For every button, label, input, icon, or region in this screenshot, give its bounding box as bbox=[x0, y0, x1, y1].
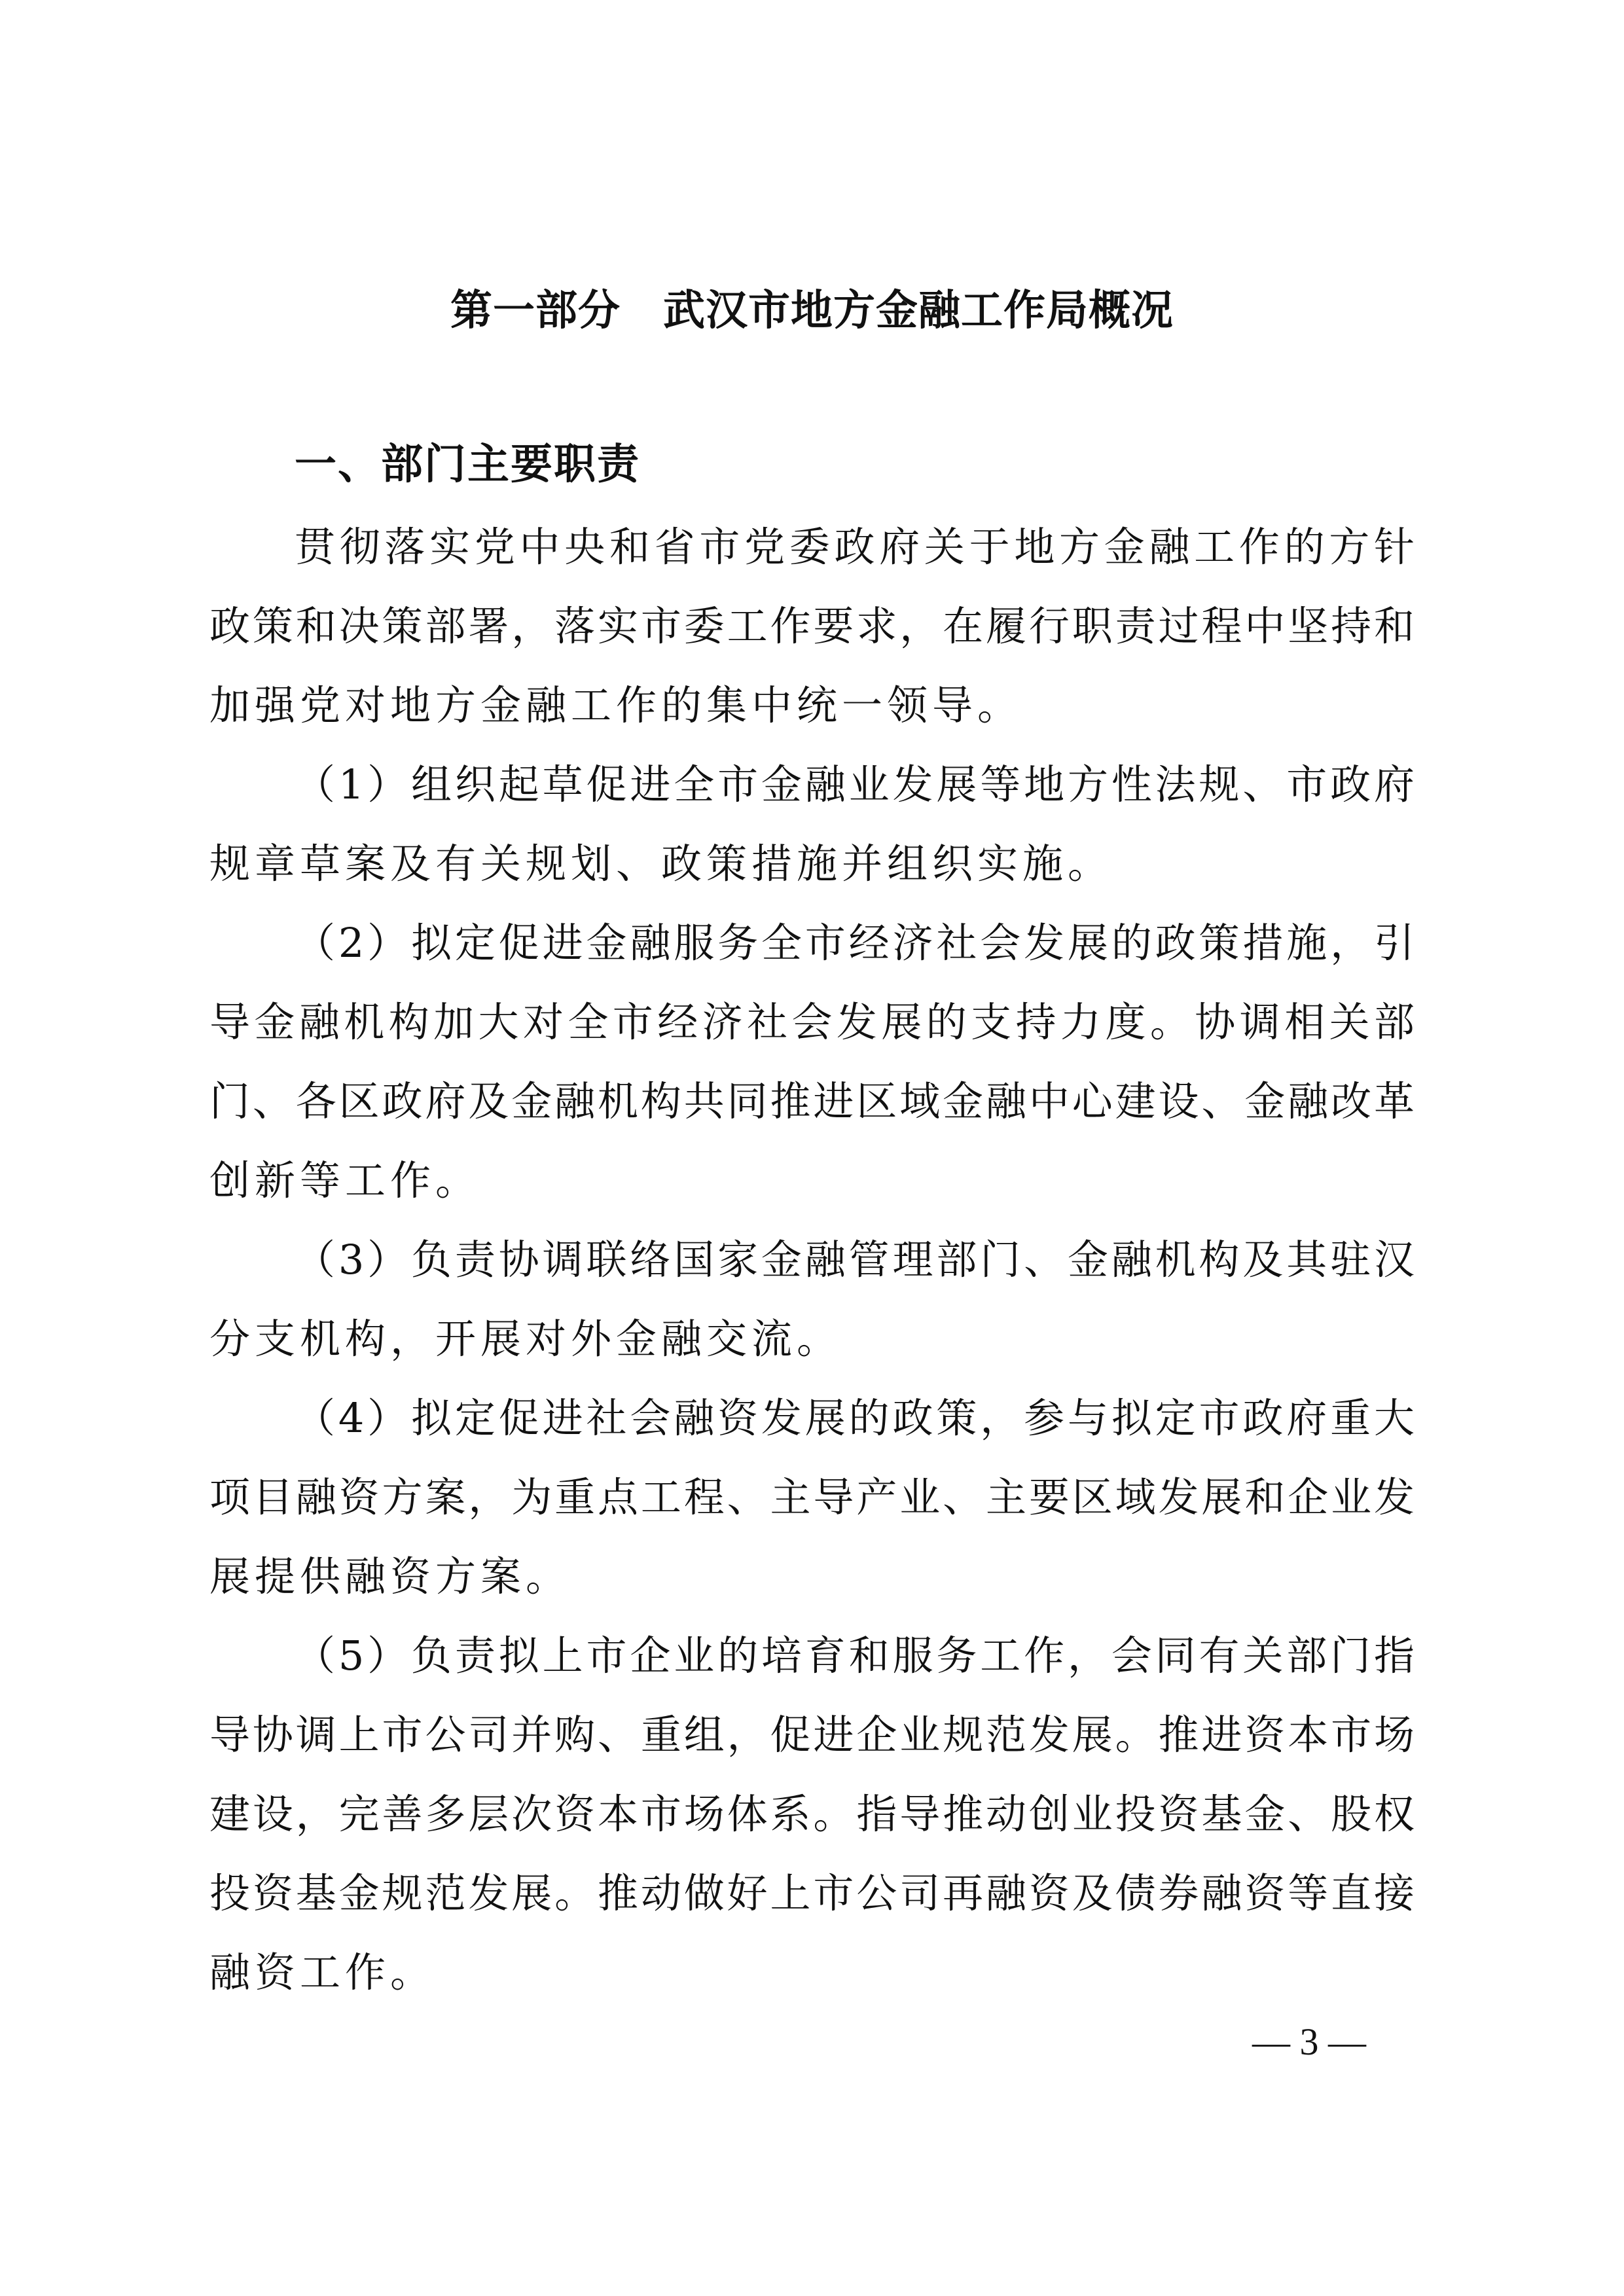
paragraph-line: （2）拟定促进金融服务全市经济社会发展的政策措施，引 bbox=[295, 919, 1415, 967]
paragraph-duty-2 bbox=[209, 903, 1415, 1220]
paragraph-line: 建设，完善多层次资本市场体系。指导推动创业投资基金、股权 bbox=[209, 1790, 1415, 1838]
paragraph-line: 投资基金规范发展。推动做好上市公司再融资及债券融资等直接 bbox=[209, 1869, 1415, 1917]
paragraph-line: 分支机构，开展对外金融交流。 bbox=[209, 1315, 842, 1363]
paragraph-intro bbox=[209, 507, 1415, 745]
paragraph-line: 融资工作。 bbox=[209, 1948, 436, 1996]
paragraph-line: （1）组织起草促进全市金融业发展等地方性法规、市政府 bbox=[295, 761, 1415, 808]
paragraph-line: 规章草案及有关规划、政策措施并组织实施。 bbox=[209, 840, 1113, 888]
paragraph-line: 项目融资方案，为重点工程、主导产业、主要区域发展和企业发 bbox=[209, 1473, 1415, 1521]
paragraph-line: 创新等工作。 bbox=[209, 1157, 481, 1204]
paragraph-line: 导金融机构加大对全市经济社会发展的支持力度。协调相关部 bbox=[209, 998, 1415, 1046]
paragraph-line: 加强党对地方金融工作的集中统一领导。 bbox=[209, 681, 1023, 729]
paragraph-line: （5）负责拟上市企业的培育和服务工作，会同有关部门指 bbox=[295, 1632, 1415, 1679]
paragraph-duty-5 bbox=[209, 1616, 1415, 2012]
paragraph-line: （3）负责协调联络国家金融管理部门、金融机构及其驻汉 bbox=[295, 1236, 1415, 1283]
paragraph-line: 政策和决策部署，落实市委工作要求，在履行职责过程中坚持和 bbox=[209, 602, 1415, 650]
section-heading: 一、部门主要职责 bbox=[295, 440, 640, 489]
paragraph-line: （4）拟定促进社会融资发展的政策，参与拟定市政府重大 bbox=[295, 1394, 1415, 1442]
body-text bbox=[209, 507, 1415, 2012]
paragraph-line: 导协调上市公司并购、重组，促进企业规范发展。推进资本市场 bbox=[209, 1711, 1415, 1759]
page-title: 第一部分 武汉市地方金融工作局概况 bbox=[450, 287, 1174, 335]
paragraph-line: 展提供融资方案。 bbox=[209, 1552, 571, 1600]
paragraph-line: 门、各区政府及金融机构共同推进区域金融中心建设、金融改革 bbox=[209, 1077, 1415, 1125]
paragraph-line: 贯彻落实党中央和省市党委政府关于地方金融工作的方针 bbox=[295, 523, 1415, 571]
paragraph-duty-1 bbox=[209, 745, 1415, 903]
paragraph-duty-3 bbox=[209, 1220, 1415, 1378]
paragraph-duty-4 bbox=[209, 1378, 1415, 1616]
page-number: — 3 — bbox=[1252, 2020, 1366, 2063]
